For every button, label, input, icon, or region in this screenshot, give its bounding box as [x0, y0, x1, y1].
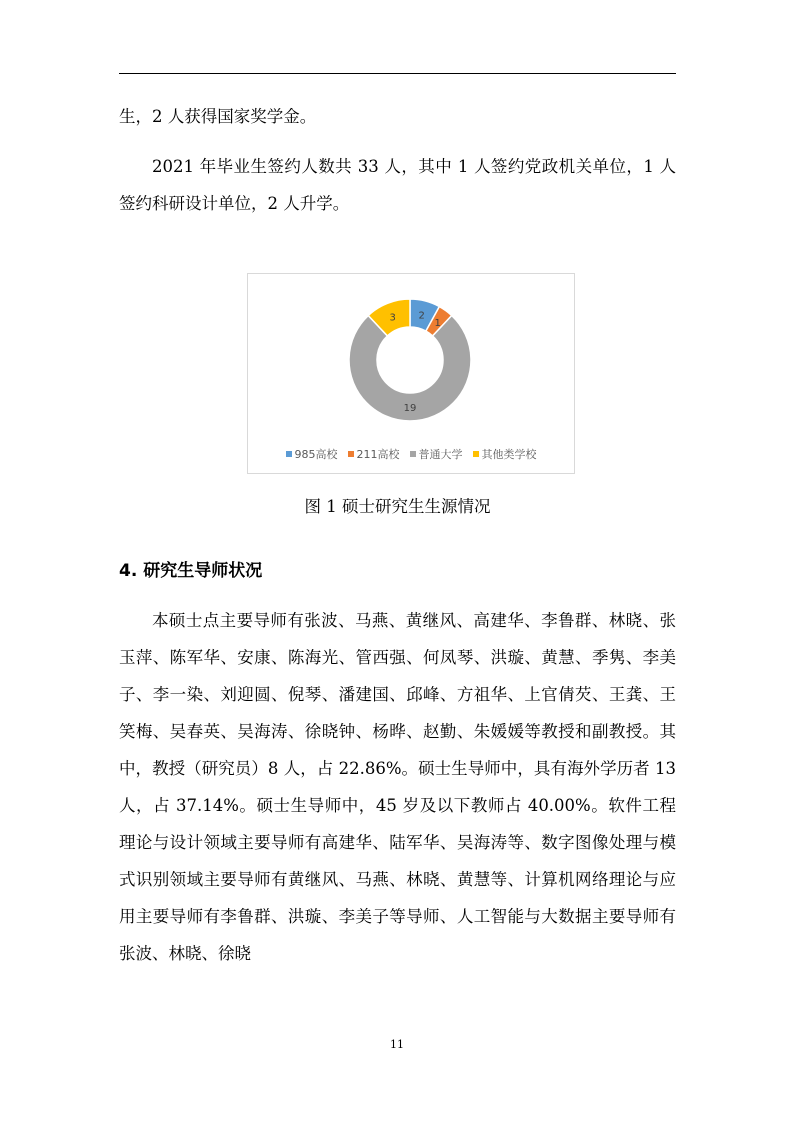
legend-label-1: 985高校	[294, 448, 338, 461]
donut-data-label-2: 1	[434, 317, 441, 329]
section-heading: 4. 研究生导师状况	[119, 561, 263, 581]
legend-label-4: 其他类学校	[481, 448, 537, 461]
legend-swatch-1	[286, 451, 292, 457]
header-rule	[119, 73, 676, 74]
paragraph-supervisors: 本硕士点主要导师有张波、马燕、黄继风、高建华、李鲁群、林晓、张玉萍、陈军华、安康、陈海光、管西强、何凤琴、洪璇、黄慧、季隽、李美子、李一染、刘迎圆、倪琴、潘建国、邱峰、方祖华、上官倩芡、王龚、王笑梅、吴春英、吴海涛、徐晓钟、杨晔、赵勤、朱媛媛等教授和副教授。其中，教授（研究员）8 人，占 22.86%。硕士生导师中，具有海外学历者 13 人，占 37.14%。硕士生导师中，45 岁及以下教师占 40.00%。软件工程理论与设计领域主要导师有高建华、陆军华、吴海涛等、数字图像处理与模式识别领域主要导师有黄继风、马燕、林晓、黄慧等、计算机网络理论与应用主要导师有李鲁群、洪璇、李美子等导师、人工智能与大数据主要导师有张波、林晓、徐晓	[119, 611, 676, 963]
legend-item-3	[410, 446, 463, 462]
legend-label-2: 211高校	[356, 448, 400, 461]
donut-data-label-4: 3	[389, 312, 396, 324]
legend-swatch-3	[410, 451, 416, 457]
donut-chart	[247, 273, 575, 474]
legend-swatch-4	[473, 451, 479, 457]
legend-item-4	[473, 446, 537, 462]
paragraph-graduates-2021: 2021 年毕业生签约人数共 33 人，其中 1 人签约党政机关单位，1 人签约科研设计单位，2 人升学。	[119, 157, 676, 213]
chart-legend	[248, 446, 574, 462]
donut-chart-svg	[248, 274, 574, 473]
legend-item-2	[348, 446, 400, 462]
legend-swatch-2	[348, 451, 354, 457]
donut-data-label-3: 19	[403, 403, 417, 414]
paragraph-line-top: 生，2 人获得国家奖学金。	[119, 107, 317, 126]
donut-data-label-1: 2	[418, 310, 425, 322]
legend-label-3: 普通大学	[418, 448, 463, 461]
page-number: 11	[390, 1038, 404, 1051]
legend-item-1	[286, 446, 338, 462]
figure-caption: 图 1 硕士研究生生源情况	[304, 497, 491, 516]
